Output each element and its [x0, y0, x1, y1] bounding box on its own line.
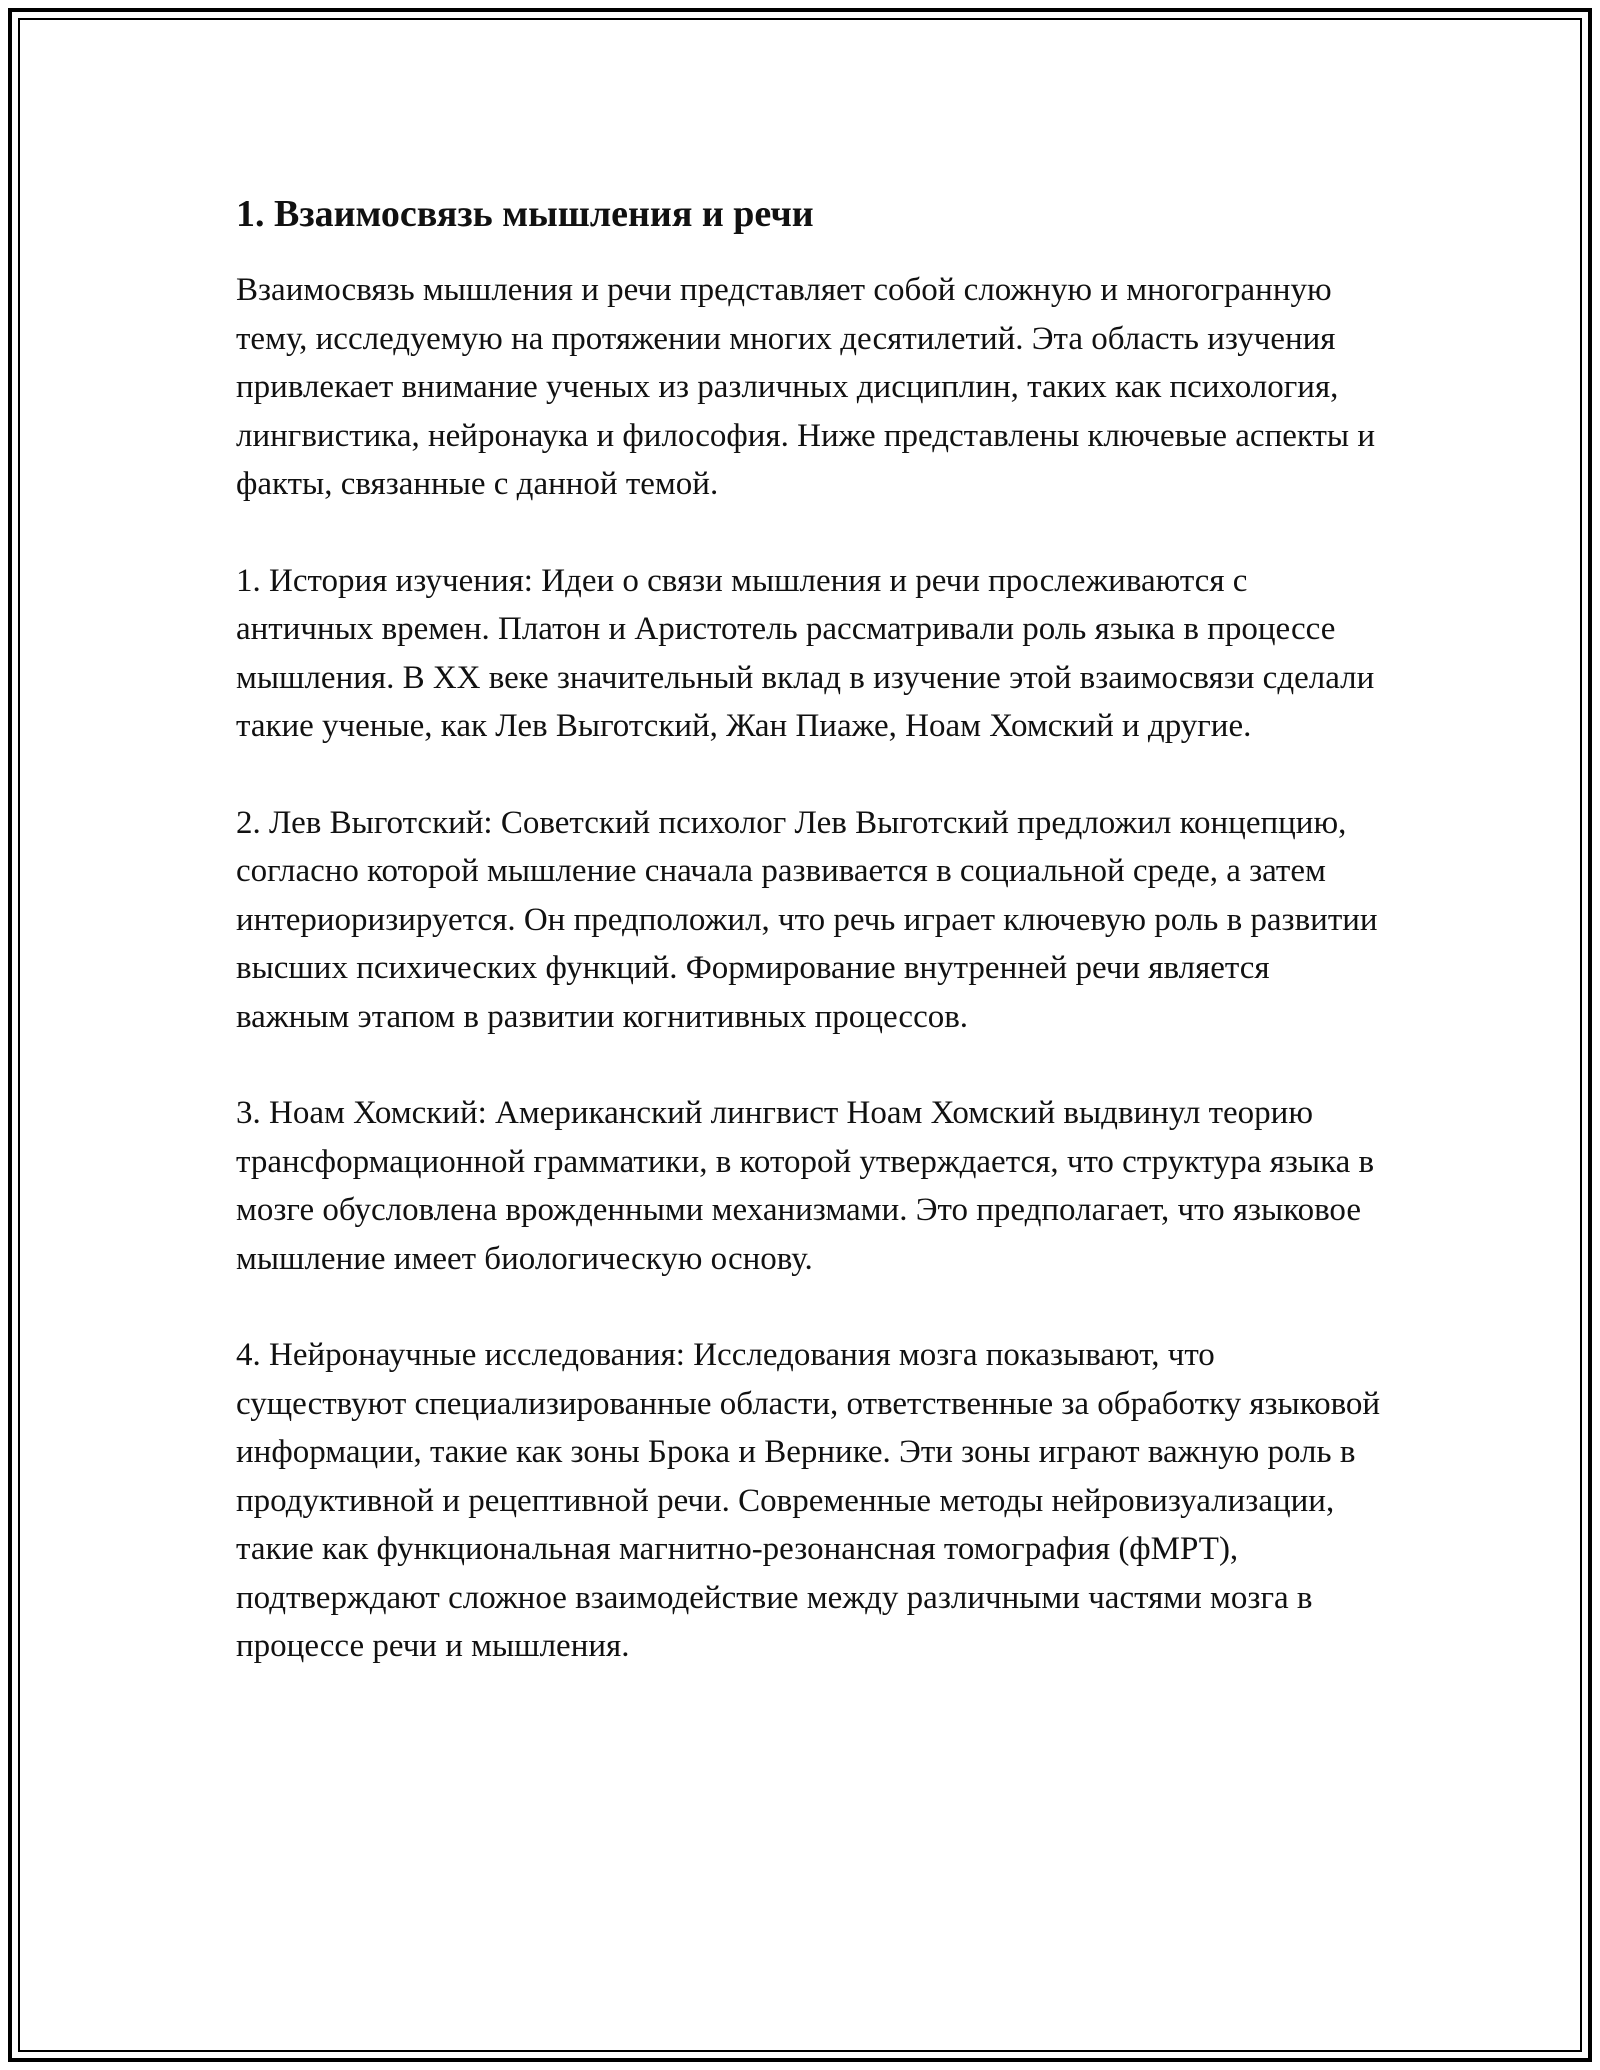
paragraph-neuroscience: 4. Нейронаучные исследования: Исследования мозга показывают, что существуют специализированные области, ответственные за обработку языковой информации, такие как зоны Брока и Вернике. Эти зоны играют важную роль в продуктивной и рецептивной речи. Современные методы нейровизуализации, такие как функциональная магнитно-резонансная томография (фМРТ), подтверждают сложное взаимодействие между различными частями мозга в процессе речи и мышления. [236, 1337, 1381, 1664]
paragraph-chomsky: 3. Ноам Хомский: Американский лингвист Ноам Хомский выдвинул теорию трансформационной грамматики, в которой утверждается, что структура языка в мозге обусловлена врожденными механизмами. Это предполагает, что языковое мышление имеет биологическую основу. [236, 1095, 1375, 1277]
paragraph-history: 1. История изучения: Идеи о связи мышления и речи прослеживаются с античных времен. Платон и Аристотель рассматривали роль языка в процессе мышления. В XX веке значительный вклад в изучение этой взаимосвязи сделали такие ученые, как Лев Выготский, Жан Пиаже, Ноам Хомский и другие. [236, 562, 1375, 744]
paragraph-vygotsky: 2. Лев Выготский: Советский психолог Лев Выготский предложил концепцию, согласно которой мышление сначала развивается в социальной среде, а затем интериоризируется. Он предположил, что речь играет ключевую роль в развитии высших психических функций. Формирование внутренней речи является важным этапом в развитии когнитивных процессов. [236, 804, 1378, 1035]
section-heading: 1. Взаимосвязь мышления и речи [236, 193, 814, 235]
paragraph-intro: Взаимосвязь мышления и речи представляет собой сложную и многогранную тему, исследуемую на протяжении многих десятилетий. Эта область изучения привлекает внимание ученых из различных дисциплин, таких как психология, лингвистика, нейронаука и философия. Ниже представлены ключевые аспекты и факты, связанные с данной темой. [236, 272, 1375, 502]
document-body [236, 190, 1386, 1671]
